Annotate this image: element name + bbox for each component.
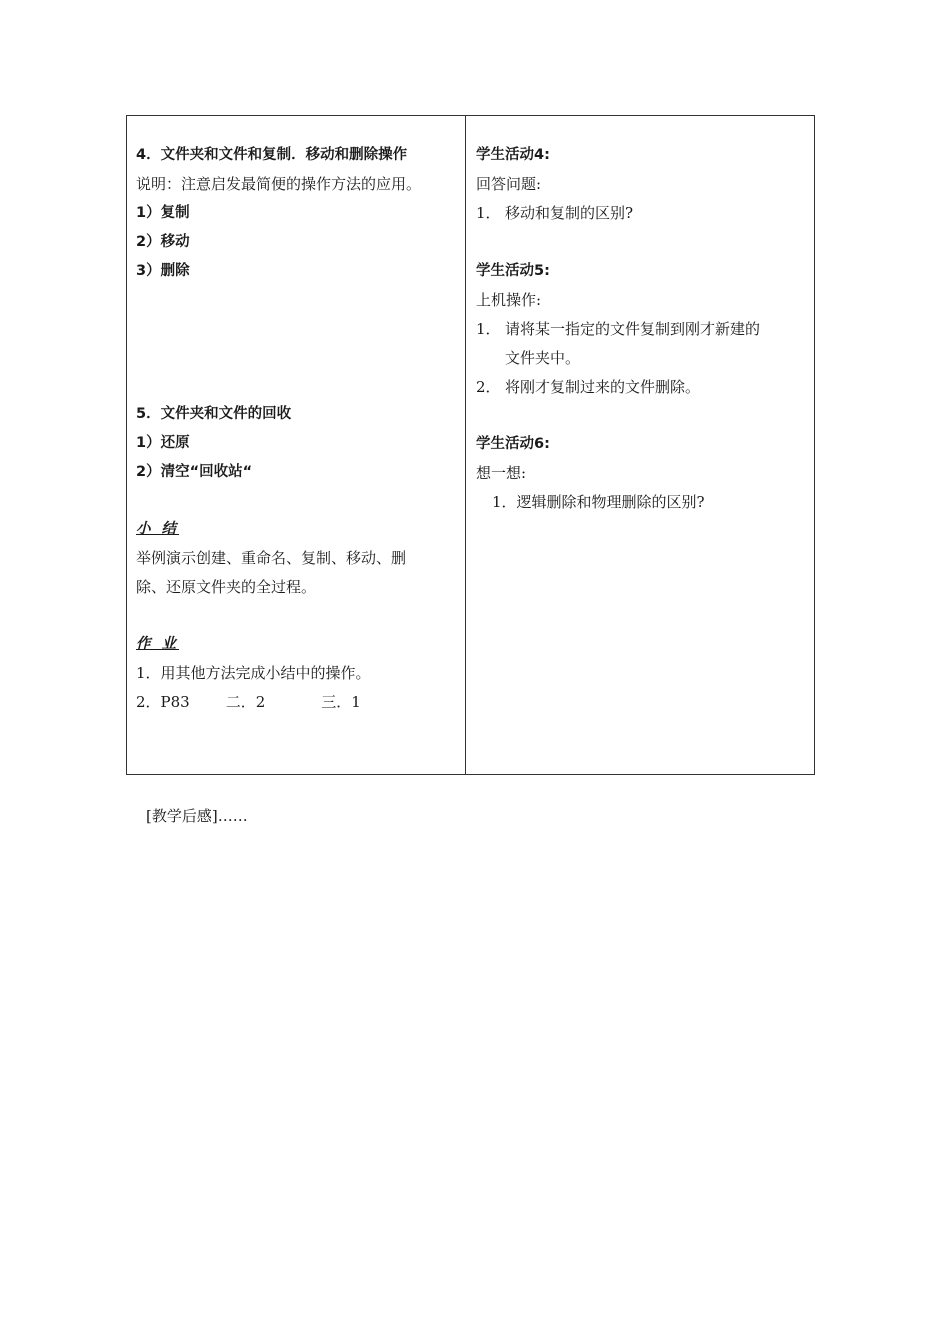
homework-item-c: 三．1 [321,693,361,711]
section-4-item-copy: 1）复制 [136,205,190,221]
activity-4-question-1 [476,203,633,223]
homework-item-a: 2．P83 [136,693,190,711]
question-number: 1． [476,320,501,338]
section-5-item-restore: 1）还原 [136,435,190,451]
teaching-reflection: [教学后感]…… [146,807,248,825]
question-text: 移动和复制的区别? [505,204,634,222]
column-divider [465,115,466,775]
activity-6-title: 学生活动6: [476,436,550,452]
summary-line-2: 除、还原文件夹的全过程。 [136,578,317,596]
homework-line-2 [136,692,361,712]
homework-item-b: 二．2 [225,693,266,711]
section-5-item-empty: 2）清空“回收站“ [136,464,253,480]
section-4-item-move: 2）移动 [136,234,190,250]
activity-4-subtitle: 回答问题: [476,175,542,193]
activity-5-title: 学生活动5: [476,263,550,279]
section-5-title: 5．文件夹和文件的回收 [136,406,292,422]
question-text: 请将某一指定的文件复制到刚才新建的 [505,320,761,338]
question-number: 2． [476,378,501,396]
activity-5-question-2 [476,377,700,397]
section-4-note: 说明：注意启发最简便的操作方法的应用。 [136,175,422,193]
homework-line-1: 1．用其他方法完成小结中的操作。 [136,664,371,682]
activity-5-question-1 [476,319,760,339]
homework-heading: 作 业 [136,636,180,652]
activity-4-title: 学生活动4: [476,147,550,163]
activity-6-subtitle: 想一想: [476,464,527,482]
activity-5-subtitle: 上机操作: [476,291,542,309]
summary-line-1: 举例演示创建、重命名、复制、移动、删 [136,549,407,567]
section-4-item-delete: 3）删除 [136,263,190,279]
question-number: 1． [476,204,501,222]
section-4-title: 4．文件夹和文件和复制．移动和删除操作 [136,147,408,163]
activity-6-question-1: 1．逻辑删除和物理删除的区别? [492,493,705,511]
summary-heading: 小 结 [136,521,180,537]
question-text: 将刚才复制过来的文件删除。 [505,378,701,396]
activity-5-question-1-cont: 文件夹中。 [505,349,581,367]
